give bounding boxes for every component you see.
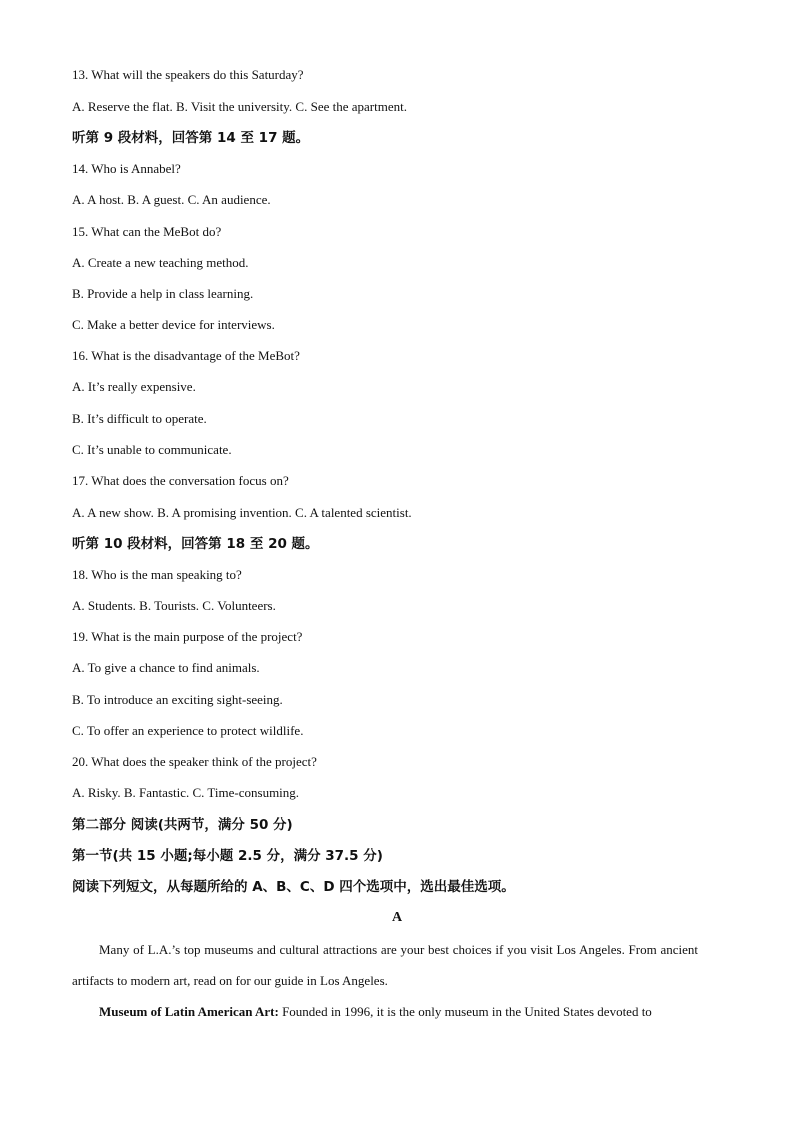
q15-option-b: B. Provide a help in class learning. <box>72 286 254 301</box>
section-10-heading: 听第 10 段材料，回答第 18 至 20 题。 <box>72 536 319 552</box>
q13-question: 13. What will the speakers do this Saturday? <box>72 67 304 82</box>
passage-letter: A <box>391 910 403 925</box>
section-1-title: 第一节(共 15 小题;每小题 2.5 分，满分 37.5 分) <box>72 848 383 864</box>
q13-options: A. Reserve the flat. B. Visit the university. C. See the apartment. <box>72 99 407 114</box>
q19-option-c: C. To offer an experience to protect wildlife. <box>72 723 304 738</box>
q15-option-c: C. Make a better device for interviews. <box>72 317 275 332</box>
q14-question: 14. Who is Annabel? <box>72 161 181 176</box>
reading-instruction: 阅读下列短文，从每题所给的 A、B、C、D 四个选项中，选出最佳选项。 <box>72 879 515 895</box>
q16-option-c: C. It’s unable to communicate. <box>72 442 232 457</box>
q14-options: A. A host. B. A guest. C. An audience. <box>72 192 271 207</box>
q16-question: 16. What is the disadvantage of the MeBot? <box>72 348 300 363</box>
q18-options: A. Students. B. Tourists. C. Volunteers. <box>72 598 276 613</box>
passage-museum-paragraph <box>72 996 698 1027</box>
q17-question: 17. What does the conversation focus on? <box>72 473 289 488</box>
q20-options: A. Risky. B. Fantastic. C. Time-consuming. <box>72 785 300 800</box>
q16-option-a: A. It’s really expensive. <box>72 379 196 394</box>
q15-question: 15. What can the MeBot do? <box>72 224 222 239</box>
q19-option-a: A. To give a chance to find animals. <box>72 660 260 675</box>
q19-question: 19. What is the main purpose of the project? <box>72 629 303 644</box>
q19-option-b: B. To introduce an exciting sight-seeing. <box>72 692 283 707</box>
q20-question: 20. What does the speaker think of the project? <box>72 754 317 769</box>
passage-intro: Many of L.A.’s top museums and cultural attractions are your best choices if you visit Los Angeles. From ancient artifacts to modern art, read on for our guide in Los Angeles. <box>72 942 698 988</box>
part-2-title: 第二部分 阅读(共两节，满分 50 分) <box>72 817 293 833</box>
q16-option-b: B. It’s difficult to operate. <box>72 411 207 426</box>
museum-text: Founded in 1996, it is the only museum in the United States devoted to <box>278 1004 652 1019</box>
q17-options: A. A new show. B. A promising invention. C. A talented scientist. <box>72 505 412 520</box>
q15-option-a: A. Create a new teaching method. <box>72 255 249 270</box>
section-9-heading: 听第 9 段材料，回答第 14 至 17 题。 <box>72 130 310 146</box>
q18-question: 18. Who is the man speaking to? <box>72 567 242 582</box>
museum-name: Museum of Latin American Art: <box>99 1004 279 1019</box>
